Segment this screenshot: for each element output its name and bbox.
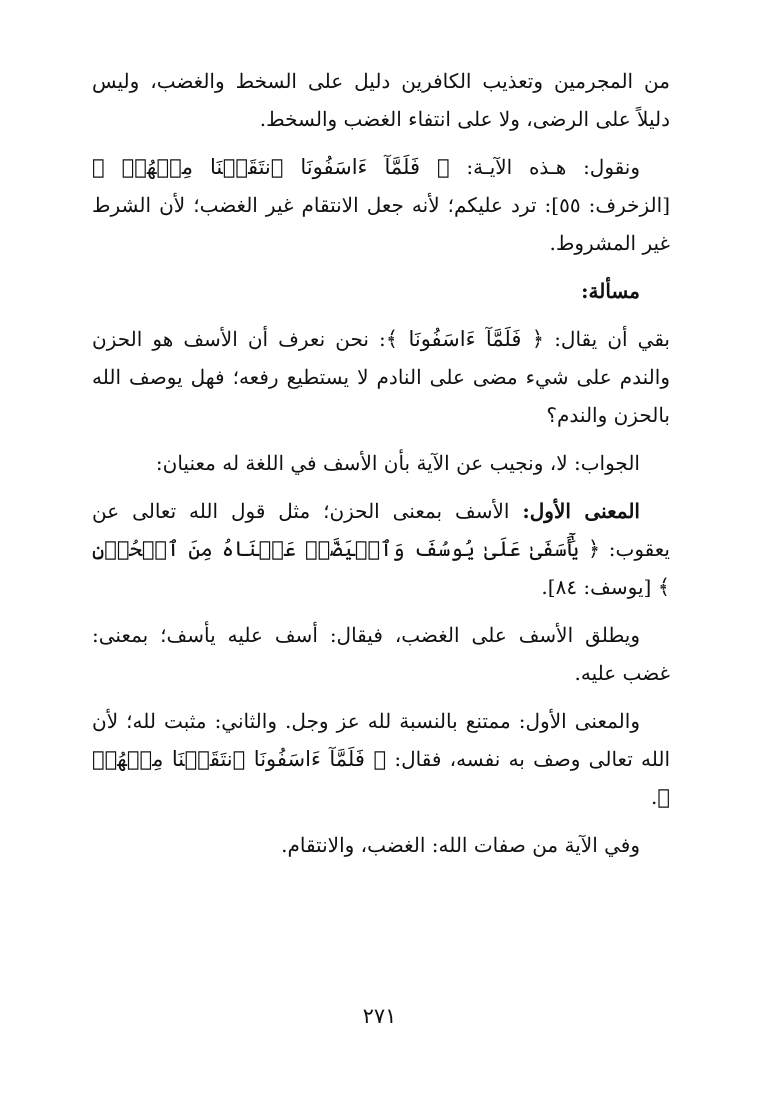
paragraph-6-text: ويطلق الأسف على الغضب، فيقال: أسف عليه يأسف؛ بمعنى: غضب عليه. — [92, 623, 670, 685]
paragraph-3 — [92, 320, 670, 434]
paragraph-7 — [92, 702, 670, 816]
paragraph-3-rest: : نحن نعرف أن الأسف هو الحزن والندم على شيء مضى على النادم لا يستطيع رفعه؛ فهل يوصف الله بالحزن والندم؟ — [92, 327, 670, 427]
document-page — [92, 62, 670, 1092]
paragraph-4-text: الجواب: لا، ونجيب عن الآية بأن الأسف في اللغة له معنيان: — [155, 451, 640, 475]
quran-verse: ﴿ فَلَمَّآ ءَاسَفُونَا ٱنتَقَمۡنَا مِنۡهُمۡ ﴾ — [92, 747, 670, 809]
paragraph-2 — [92, 148, 670, 262]
page-number: ٢٧١ — [362, 1004, 397, 1028]
paragraph-4 — [92, 444, 670, 482]
paragraph-5 — [92, 492, 670, 606]
paragraph-8-text: وفي الآية من صفات الله: الغضب، والانتقام. — [281, 833, 640, 857]
paragraph-2-rest: [الزخرف: ٥٥]: ترد عليكم؛ لأنه جعل الانتقام غير الغضب؛ لأن الشرط غير المشروط. — [92, 193, 671, 255]
paragraph-5-lead: الأسف بمعنى الحزن؛ مثل قول الله تعالى عن يعقوب: — [92, 499, 670, 561]
paragraph-1 — [92, 62, 670, 138]
paragraph-3-lead: بقي أن يقال: — [544, 327, 670, 351]
paragraph-1-text: من المجرمين وتعذيب الكافرين دليل على السخط والغضب، وليس دليلاً على الرضى، ولا على انتفاء الغضب والسخط. — [92, 69, 670, 131]
paragraph-7-lead: والمعنى الأول: ممتنع بالنسبة لله عز وجل. والثاني: مثبت لله؛ لأن الله تعالى وصف به نفسه، فقال: — [92, 709, 670, 771]
quran-verse: ﴿ يَٰٓأَسَفَىٰ عَلَىٰ يُوسُفَ وَٱبۡيَضَّتۡ عَيۡنَاهُ مِنَ ٱلۡحُزۡنِ ﴾ — [92, 537, 670, 599]
paragraph-5-rest: [يوسف: ٨٤]. — [541, 575, 658, 599]
quran-verse: ﴿ فَلَمَّآ ءَاسَفُونَا ﴾ — [385, 327, 545, 351]
quran-verse: ﴿ فَلَمَّآ ءَاسَفُونَا ٱنتَقَمۡنَا مِنۡهُمۡ ﴾ — [92, 155, 450, 179]
first-meaning-label: المعنى الأول: — [522, 499, 640, 523]
paragraph-8 — [92, 826, 670, 864]
section-heading — [92, 272, 670, 310]
paragraph-2-lead: ونقول: هـذه الآيـة: — [449, 155, 641, 179]
heading-masala: مسألة: — [581, 279, 640, 303]
paragraph-7-rest: . — [651, 785, 658, 809]
paragraph-6 — [92, 616, 670, 692]
